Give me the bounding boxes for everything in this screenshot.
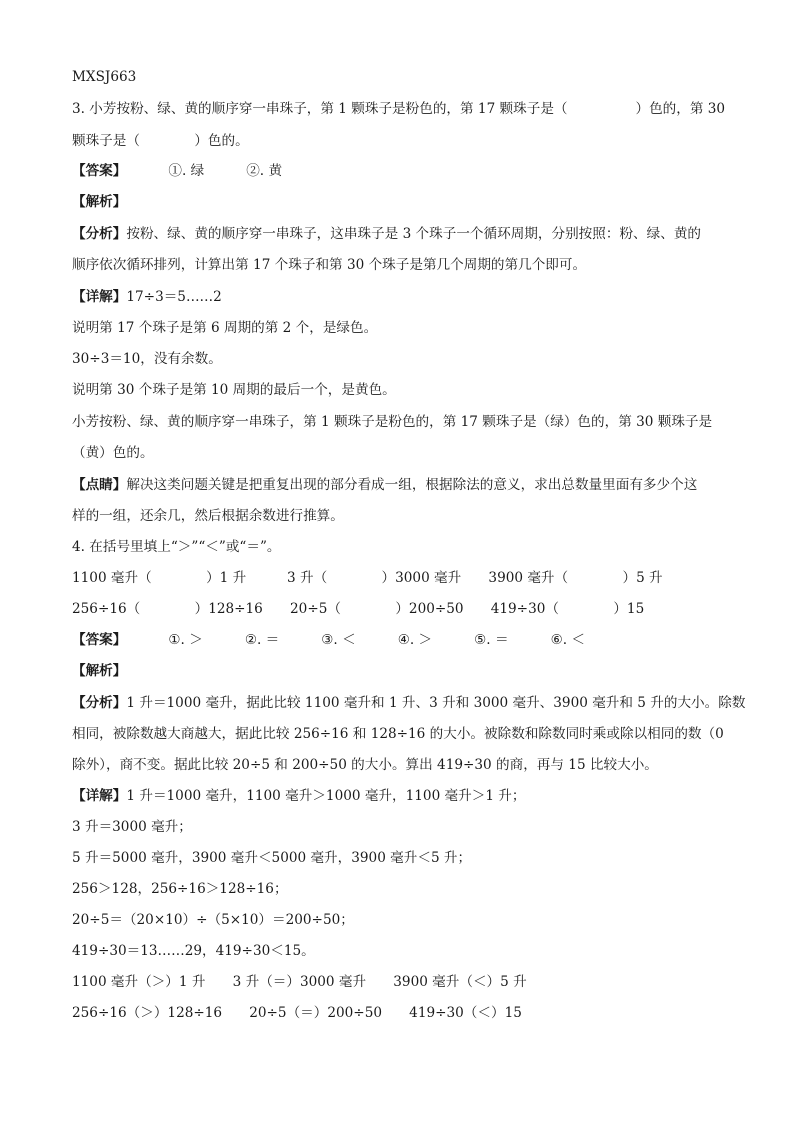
q3-xiangjie-line1 — [72, 288, 732, 306]
answer-item: ⑥. ＜ — [550, 632, 585, 648]
q3-dianjing-line2: 样的一组，还余几，然后根据余数进行推算。 — [72, 508, 344, 524]
answer-item: ②. ＝ — [244, 632, 280, 648]
q4-row2: 256÷16（ ）128÷16 20÷5（ ）200÷50 419÷30（ ）15 — [72, 601, 645, 617]
q3-stem-line1: 3. 小芳按粉、绿、黄的顺序穿一串珠子，第 1 颗珠子是粉色的，第 17 颗珠子是（ ）色的，第 30 — [72, 101, 726, 117]
q4-fenxi-line2: 相同，被除数越大商越大，据此比较 256÷16 和 128÷16 的大小。被除数和除数同时乘或除以相同的数（0 — [72, 726, 724, 742]
q4-xiangjie-line1 — [72, 787, 732, 805]
q4-analysis-label — [72, 662, 732, 680]
q4-detail-3: 256＞128，256÷16＞128÷16； — [72, 881, 288, 897]
q4-answer — [72, 631, 732, 649]
q3-detail-2: 30÷3＝10，没有余数。 — [72, 351, 222, 367]
q4-detail-2: 5 升＝5000 毫升，3900 毫升＜5000 毫升，3900 毫升＜5 升； — [72, 850, 472, 866]
doc-id: MXSJ663 — [72, 69, 137, 85]
q3-detail-4: 小芳按粉、绿、黄的顺序穿一串珠子，第 1 颗珠子是粉色的，第 17 颗珠子是（绿）色的，第 30 颗珠子是 — [72, 414, 713, 430]
q4-detail-7: 256÷16（＞）128÷16 20÷5（＝）200÷50 419÷30（＜）15 — [72, 1005, 522, 1021]
q4-detail-5: 419÷30＝13……29，419÷30＜15。 — [72, 943, 315, 959]
fenxi-text: 1 升＝1000 毫升，据此比较 1100 毫升和 1 升、3 升和 3000 毫升、3900 毫升和 5 升的大小。除数 — [126, 695, 746, 711]
q3-stem-line2: 颗珠子是（ ）色的。 — [72, 133, 249, 149]
fenxi-label: 【分析】 — [72, 226, 127, 242]
q3-fenxi-line1 — [72, 225, 732, 243]
answer-label: 【答案】 — [72, 632, 127, 648]
answer-item: ⑤. ＝ — [474, 632, 509, 648]
dianjing-label: 【点睛】 — [72, 477, 127, 493]
q3-detail-5: （黄）色的。 — [72, 445, 154, 461]
analysis-label: 【解析】 — [72, 194, 127, 210]
q4-title: 4. 在括号里填上“＞”“＜”或“＝”。 — [72, 539, 281, 555]
q3-dianjing-line1 — [72, 476, 732, 494]
q4-fenxi-line1 — [72, 694, 746, 712]
xiangjie-text: 17÷3＝5……2 — [126, 289, 222, 305]
xiangjie-text: 1 升＝1000 毫升，1100 毫升＞1000 毫升，1100 毫升＞1 升； — [126, 788, 526, 804]
q3-detail-1: 说明第 17 个珠子是第 6 周期的第 2 个，是绿色。 — [72, 320, 378, 336]
dianjing-text: 解决这类问题关键是把重复出现的部分看成一组，根据除法的意义，求出总数量里面有多少个这 — [126, 477, 698, 493]
q3-detail-3: 说明第 30 个珠子是第 10 周期的最后一个，是黄色。 — [72, 382, 396, 398]
fenxi-label: 【分析】 — [72, 695, 127, 711]
answer-item: ①. ＞ — [168, 632, 203, 648]
xiangjie-label: 【详解】 — [72, 788, 127, 804]
q3-answer — [72, 162, 732, 180]
fenxi-text: 按粉、绿、黄的顺序穿一串珠子，这串珠子是 3 个珠子一个循环周期，分别按照：粉、绿、黄的 — [126, 226, 702, 242]
answer-label: 【答案】 — [72, 163, 127, 179]
q3-fenxi-line2: 顺序依次循环排列，计算出第 17 个珠子和第 30 个珠子是第几个周期的第几个即可。 — [72, 257, 587, 273]
q4-detail-6: 1100 毫升（＞）1 升 3 升（＝）3000 毫升 3900 毫升（＜）5 升 — [72, 974, 527, 990]
answer-item: ②. 黄 — [246, 163, 283, 179]
answer-item: ③. ＜ — [321, 632, 356, 648]
answer-item: ①. 绿 — [168, 163, 205, 179]
answer-item: ④. ＞ — [397, 632, 433, 648]
q4-fenxi-line3: 除外），商不变。据此比较 20÷5 和 200÷50 的大小。算出 419÷30 的商，再与 15 比较大小。 — [72, 757, 658, 773]
analysis-label: 【解析】 — [72, 663, 127, 679]
xiangjie-label: 【详解】 — [72, 289, 127, 305]
q4-row1: 1100 毫升（ ）1 升 3 升（ ）3000 毫升 3900 毫升（ ）5 升 — [72, 570, 663, 586]
q3-analysis-label — [72, 193, 732, 211]
q4-detail-4: 20÷5＝（20×10）÷（5×10）＝200÷50； — [72, 912, 354, 928]
q4-detail-1: 3 升＝3000 毫升； — [72, 819, 192, 835]
